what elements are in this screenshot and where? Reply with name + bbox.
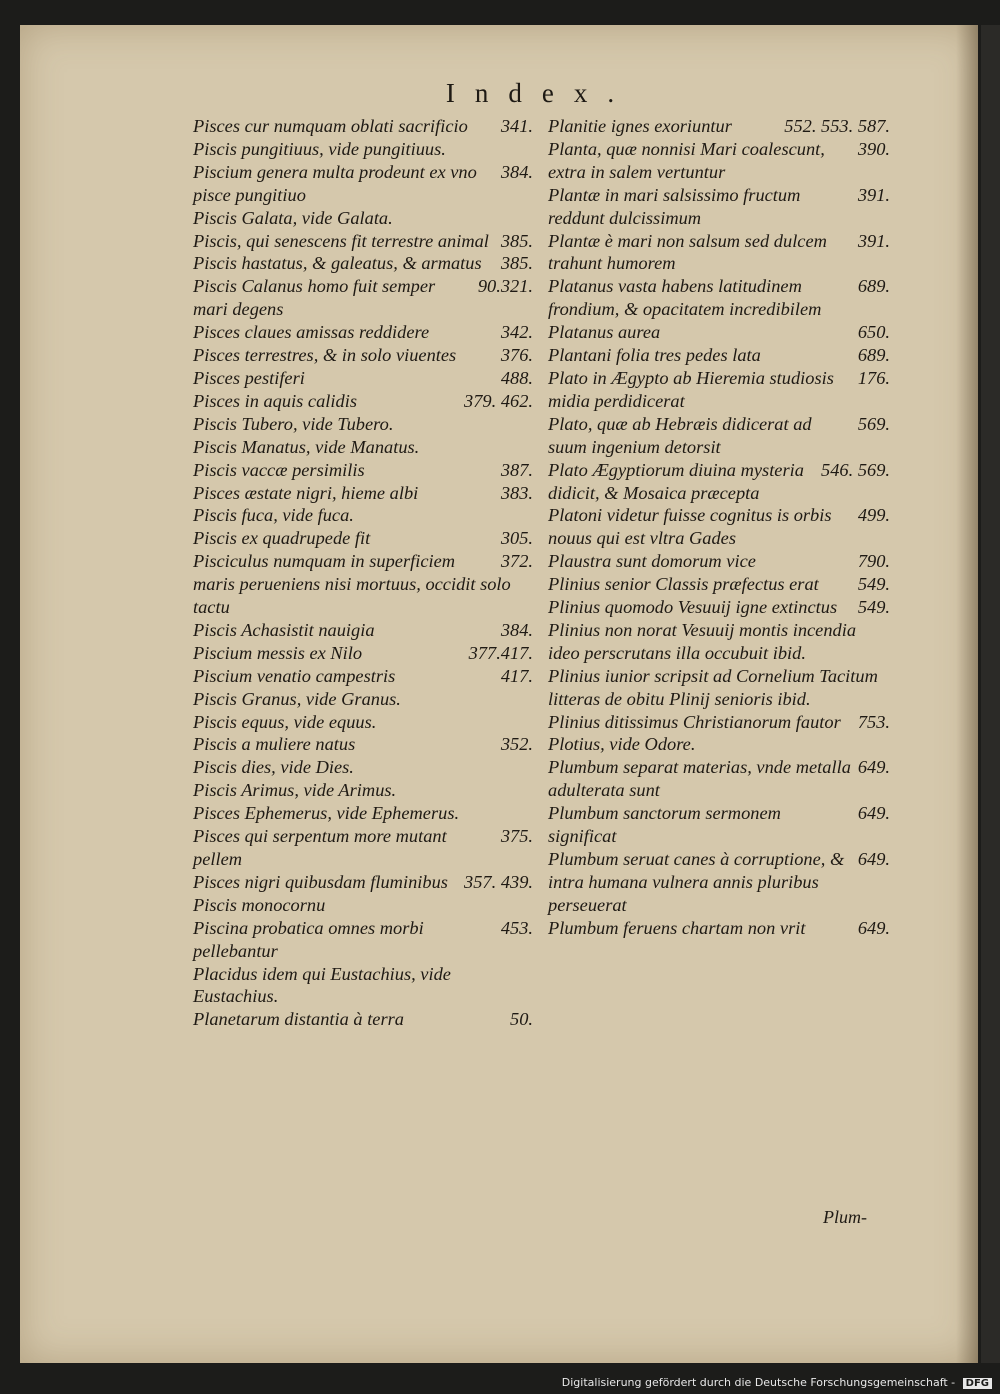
index-entry-page: 649.	[857, 803, 890, 824]
index-entry-text: Plantæ è mari non salsum sed dulcem trahunt humorem	[548, 230, 827, 274]
index-entry-page: 689.	[857, 345, 890, 366]
index-entry-text: Planitie ignes exoriuntur	[548, 116, 732, 136]
index-entry-page: 383.	[500, 482, 533, 503]
index-entry-text: Platoni videtur fuisse cognitus is orbis nouus qui est vltra Gades	[548, 505, 832, 549]
index-entry	[193, 733, 533, 756]
index-entry	[548, 619, 890, 665]
index-entry-page: 379. 462.	[464, 390, 533, 411]
index-entry	[193, 711, 533, 734]
index-entry-text: Pisces claues amissas reddidere	[193, 322, 430, 343]
index-column-right	[548, 115, 890, 940]
index-entry-text: Planetarum distantia à terra	[193, 1009, 404, 1030]
index-entry-page: 499.	[857, 505, 890, 526]
index-entry	[193, 344, 533, 367]
index-entry-text: Planta, quæ nonnisi Mari coalescunt, extra in salem vertuntur	[548, 138, 825, 182]
index-entry	[548, 573, 890, 596]
index-entry	[193, 527, 533, 550]
index-entry-page: 376.	[500, 345, 533, 366]
index-entry-page: 549.	[857, 597, 890, 618]
index-entry-text: Piscis vaccæ persimilis	[193, 459, 365, 480]
index-entry	[548, 802, 890, 848]
index-entry-text: Pisciculus numquam in superficiem maris perueniens nisi mortuus, occidit solo tactu	[193, 551, 511, 618]
index-entry-text: Piscis Galata, vide Galata.	[193, 207, 393, 228]
index-entry	[548, 665, 890, 711]
index-entry	[193, 275, 533, 321]
index-entry	[193, 207, 533, 230]
index-entry	[193, 779, 533, 802]
index-entry	[193, 367, 533, 390]
index-entry-text: Piscis hastatus, & galeatus, & armatus	[193, 253, 482, 274]
index-entry-text: Plantæ in mari salsissimo fructum reddunt dulcissimum	[548, 184, 801, 228]
index-column-left	[193, 115, 533, 1031]
index-entry-text: Plinius non norat Vesuuij montis incendia ideo perscrutans illa occubuit ibid.	[548, 619, 857, 663]
index-entry-text: Plinius ditissimus Christianorum fautor	[548, 711, 841, 732]
index-entry-text: Piscis ex quadrupede fit	[193, 528, 371, 549]
index-entry-page: 352.	[500, 734, 533, 755]
index-entry	[193, 413, 533, 436]
dfg-logo: DFG	[963, 1378, 992, 1389]
index-entry-text: Piscis Arimus, vide Arimus.	[193, 780, 397, 801]
index-entry-text: Plantani folia tres pedes lata	[548, 345, 761, 366]
index-entry-text: Plinius senior Classis præfectus erat	[548, 574, 819, 595]
index-entry-text: Pisces Ephemerus, vide Ephemerus.	[193, 803, 460, 824]
index-entry-text: Piscis dies, vide Dies.	[193, 757, 354, 778]
index-entry-text: Piscium messis ex Nilo	[193, 642, 363, 663]
index-entry-page: 753.	[857, 711, 890, 732]
index-entry-page: 649.	[857, 757, 890, 778]
index-entry	[193, 115, 533, 138]
index-entry-text: Piscis Tubero, vide Tubero.	[193, 413, 394, 434]
index-entry	[548, 321, 890, 344]
index-entry	[193, 665, 533, 688]
index-entry	[193, 917, 533, 963]
index-entry-text: Plumbum feruens chartam non vrit	[548, 917, 806, 938]
index-entry-page: 569.	[857, 413, 890, 434]
index-entry-text: Piscis, qui senescens fit terrestre animal	[193, 230, 489, 251]
index-entry-page: 341.	[500, 116, 533, 136]
index-entry-page: 375.	[500, 826, 533, 847]
index-entry-text: Piscis a muliere natus	[193, 734, 356, 755]
index-entry-text: Pisces terrestres, & in solo viuentes	[193, 345, 457, 366]
index-entry-text: Platanus aurea	[548, 322, 661, 343]
index-entry-page: 176.	[857, 367, 890, 388]
index-entry	[193, 619, 533, 642]
index-entry	[548, 756, 890, 802]
index-entry-page: 342.	[500, 322, 533, 343]
index-entry-text: Plumbum separat materias, vnde metalla adulterata sunt	[548, 757, 851, 801]
index-entry	[548, 917, 890, 940]
index-entry-text: Plumbum seruat canes à corruptione, & intra humana vulnera annis pluribus perseuerat	[548, 849, 845, 915]
index-entry-page: 649.	[857, 849, 890, 869]
index-entry	[548, 184, 890, 230]
index-entry-text: Pisces in aquis calidis	[193, 390, 357, 411]
index-entry-page: 377.417.	[468, 642, 533, 663]
index-entry	[193, 756, 533, 779]
index-entry-page: 649.	[857, 917, 890, 938]
index-entry-text: Pisces pestiferi	[193, 367, 305, 388]
index-entry-text: Platanus vasta habens latitudinem frondium, & opacitatem incredibilem	[548, 276, 822, 320]
index-entry	[193, 688, 533, 711]
index-entry	[548, 344, 890, 367]
index-entry-text: Plaustra sunt domorum vice	[548, 551, 756, 572]
index-entry	[548, 115, 890, 138]
index-entry-text: Piscis fuca, vide fuca.	[193, 505, 354, 526]
index-entry	[193, 321, 533, 344]
index-entry	[548, 711, 890, 734]
index-entry-text: Piscis Manatus, vide Manatus.	[193, 436, 420, 457]
index-entry-text: Plato Ægyptiorum diuina mysteria didicit, & Mosaica præcepta	[548, 459, 804, 503]
index-entry-page: 790.	[857, 551, 890, 572]
catchword: Plum-	[823, 1207, 867, 1227]
digitization-footer	[0, 1376, 992, 1389]
index-entry-page: 387.	[500, 459, 533, 480]
index-entry	[193, 230, 533, 253]
index-entry-text: Pisces nigri quibusdam fluminibus	[193, 871, 448, 892]
footer-text: Digitalisierung gefördert durch die Deutsche Forschungsgemeinschaft -	[561, 1376, 956, 1389]
index-entry	[193, 390, 533, 413]
index-entry-text: Piscina probatica omnes morbi pellebantur	[193, 917, 424, 961]
index-entry-text: Piscis Granus, vide Granus.	[193, 688, 401, 709]
index-entry	[548, 230, 890, 276]
index-entry	[548, 138, 890, 184]
index-entry-text: Piscis Calanus homo fuit semper mari degens	[193, 276, 436, 320]
index-entry-page: 549.	[857, 574, 890, 595]
index-entry	[548, 504, 890, 550]
index-entry	[548, 275, 890, 321]
index-entry	[193, 894, 533, 917]
index-entry	[193, 482, 533, 505]
index-entry-text: Placidus idem qui Eustachius, vide Eustachius.	[193, 963, 451, 1007]
index-entry	[193, 825, 533, 871]
index-entry	[193, 436, 533, 459]
index-entry-page: 689.	[857, 276, 890, 297]
index-entry-page: 390.	[857, 138, 890, 159]
index-entry	[193, 550, 533, 619]
index-entry-page: 90.321.	[477, 276, 533, 297]
index-entry	[193, 871, 533, 894]
index-entry	[193, 459, 533, 482]
index-entry-text: Pisces qui serpentum more mutant pellem	[193, 826, 447, 869]
index-entry-text: Plato in Ægypto ab Hieremia studiosis midia perdidicerat	[548, 367, 834, 411]
index-entry-page: 384.	[500, 161, 533, 182]
page-header: Index.	[445, 78, 635, 108]
index-entry	[193, 161, 533, 207]
index-entry-page: 372.	[500, 551, 533, 572]
index-entry	[193, 802, 533, 825]
index-entry	[193, 138, 533, 161]
index-entry-text: Pisces æstate nigri, hieme albi	[193, 482, 419, 503]
index-entry-page: 417.	[500, 665, 533, 686]
index-entry-text: Pisces cur numquam oblati sacrificio	[193, 116, 468, 136]
index-entry-text: Piscis Achasistit nauigia	[193, 619, 375, 640]
index-entry	[548, 459, 890, 505]
index-entry-page: 391.	[857, 184, 890, 205]
index-entry-text: Plato, quæ ab Hebræis didicerat ad suum ingenium detorsit	[548, 413, 812, 457]
index-entry-text: Piscis equus, vide equus.	[193, 711, 377, 732]
index-entry	[548, 550, 890, 573]
index-entry-text: Piscis monocornu	[193, 894, 326, 915]
index-entry-text: Plumbum sanctorum sermonem significat	[548, 803, 781, 847]
index-entry-text: Piscium genera multa prodeunt ex vno pisce pungitiuo	[193, 161, 477, 205]
index-entry	[548, 733, 890, 756]
index-entry	[193, 642, 533, 665]
page-edge-shadow	[956, 25, 978, 1363]
book-spine	[981, 25, 1000, 1363]
index-entry-page: 385.	[500, 230, 533, 251]
index-entry	[193, 252, 533, 275]
index-entry-page: 488.	[500, 367, 533, 388]
index-entry-text: Piscis pungitiuus, vide pungitiuus.	[193, 138, 446, 159]
index-entry-text: Plinius quomodo Vesuuij igne extinctus	[548, 597, 838, 618]
index-entry-page: 453.	[500, 917, 533, 938]
index-entry-page: 552. 553. 587.	[784, 116, 890, 136]
index-entry	[548, 367, 890, 413]
index-entry-page: 385.	[500, 253, 533, 274]
index-entry	[548, 413, 890, 459]
index-entry-page: 384.	[500, 619, 533, 640]
index-entry-text: Plotius, vide Odore.	[548, 734, 696, 755]
index-entry-page: 305.	[500, 528, 533, 549]
index-entry-page: 546. 569.	[821, 459, 890, 480]
index-entry	[548, 596, 890, 619]
index-entry-page: 357. 439.	[464, 871, 533, 892]
index-entry-page: 650.	[857, 322, 890, 343]
index-entry-text: Plinius iunior scripsit ad Cornelium Tacitum litteras de obitu Plinij senioris ibid.	[548, 665, 878, 709]
index-entry	[548, 848, 890, 917]
index-entry-page: 50.	[510, 1009, 533, 1030]
index-entry-text: Piscium venatio campestris	[193, 665, 396, 686]
index-entry	[193, 1008, 533, 1031]
index-entry-page: 391.	[857, 230, 890, 251]
index-entry	[193, 504, 533, 527]
index-entry	[193, 963, 533, 1009]
